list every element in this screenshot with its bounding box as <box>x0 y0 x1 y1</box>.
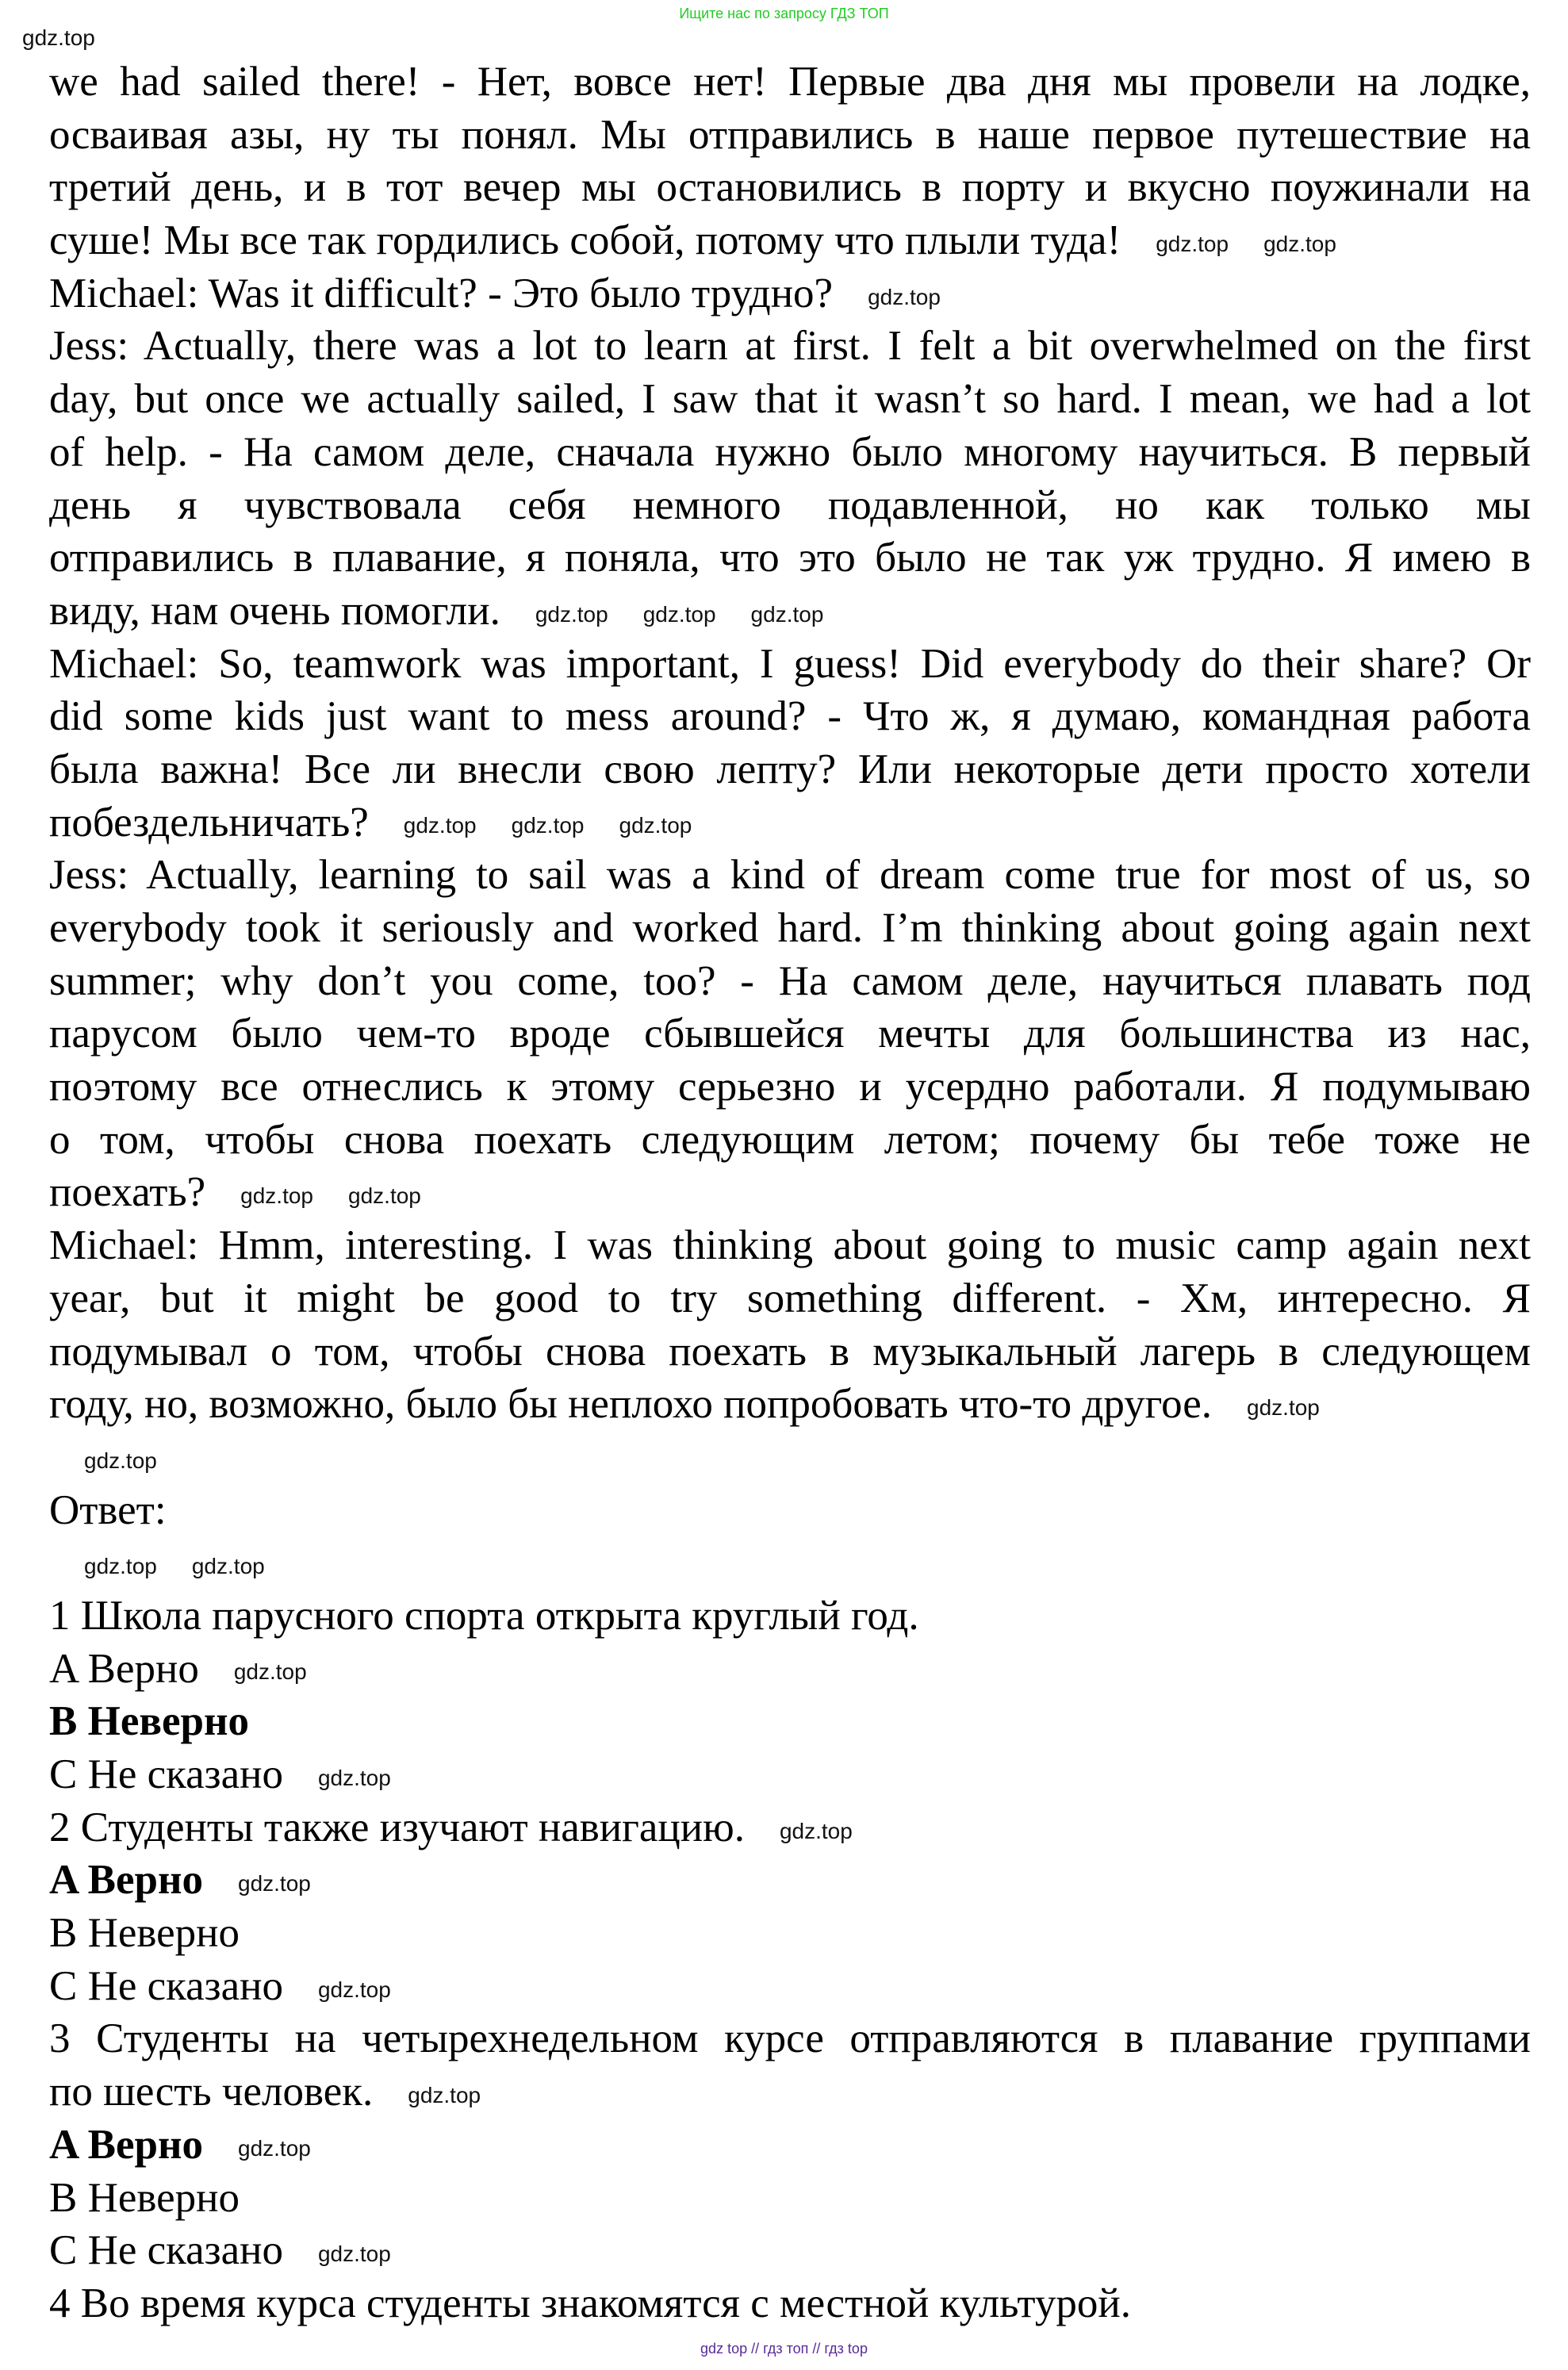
line-text: everybody took it seriously and worked hard. I’m thinking about going again next <box>49 905 1531 951</box>
watermark: gdz.top <box>84 1554 157 1579</box>
text-line <box>49 796 1531 849</box>
text-line <box>49 690 1531 743</box>
text-line <box>49 373 1531 426</box>
text-line <box>49 2012 1531 2065</box>
watermark: gdz.top <box>619 813 692 838</box>
text-line <box>49 1378 1531 1431</box>
watermark: gdz.top <box>535 601 608 627</box>
text-line <box>49 1854 1531 1907</box>
watermark: gdz.top <box>1247 1395 1320 1421</box>
line-text: A Верно <box>49 2121 203 2168</box>
text-line <box>49 2224 1531 2277</box>
line-text: year, but it might be good to try something different. - Хм, интересно. Я <box>49 1275 1531 1321</box>
line-text: день я чувствовала себя немного подавленной, но как только мы <box>49 481 1531 528</box>
line-text: we had sailed there! - Нет, вовсе нет! Первые два дня мы провели на лодке, <box>49 59 1531 105</box>
line-text: A Верно <box>49 1645 199 1692</box>
line-text: году, но, возможно, было бы неплохо попробовать что-то другое. <box>49 1381 1213 1428</box>
text-line <box>49 1166 1531 1219</box>
text-line <box>49 955 1531 1008</box>
text-line <box>49 161 1531 214</box>
text-line <box>49 531 1531 585</box>
watermark: gdz.top <box>191 1554 265 1579</box>
line-text: виду, нам очень помогли. <box>49 587 500 634</box>
blank-line <box>49 1536 1531 1590</box>
line-text: осваивая азы, ну ты понял. Мы отправились в наше первое путешествие на <box>49 111 1531 158</box>
line-text: summer; why don’t you come, too? - На самом деле, научиться плавать под <box>49 957 1531 1004</box>
text-line <box>49 585 1531 638</box>
line-text: Michael: So, teamwork was important, I guess! Did everybody do their share? Or <box>49 640 1531 687</box>
line-text: поэтому все отнеслись к этому серьезно и усердно работали. Я подумываю <box>49 1064 1531 1110</box>
line-text: парусом было чем-то вроде сбывшейся мечты для большинства из нас, <box>49 1011 1531 1057</box>
blank-line <box>49 1431 1531 1484</box>
line-text: Michael: Hmm, interesting. I was thinking about going to music camp again next <box>49 1222 1531 1269</box>
text-line <box>49 1643 1531 1696</box>
text-line <box>49 849 1531 902</box>
line-text: о том, чтобы снова поехать следующим летом; почему бы тебе тоже не <box>49 1116 1531 1163</box>
text-line <box>49 426 1531 479</box>
watermark: gdz.top <box>240 1183 314 1209</box>
text-line <box>49 1907 1531 1960</box>
line-text: day, but once we actually sailed, I saw that it wasn’t so hard. I mean, we had a lot <box>49 376 1531 423</box>
text-line <box>49 479 1531 532</box>
line-text: Michael: Was it difficult? - Это было трудно? <box>49 270 834 316</box>
line-text: of help. - На самом деле, сначала нужно было многому научиться. В первый <box>49 428 1531 475</box>
watermark: gdz.top <box>22 25 95 50</box>
text-line <box>49 1325 1531 1379</box>
watermark: gdz.top <box>511 813 585 838</box>
text-line <box>49 56 1531 109</box>
line-text: третий день, и в тот вечер мы остановились в порту и вкусно поужинали на <box>49 164 1531 211</box>
footer-banner: gdz top // гдз топ // гдз top <box>700 2341 868 2357</box>
text-line <box>49 1801 1531 1854</box>
text-line <box>49 1060 1531 1114</box>
text-line <box>49 1484 1531 1537</box>
watermark: gdz.top <box>750 601 824 627</box>
line-text: C Не сказано <box>49 1962 283 2009</box>
line-text: B Неверно <box>49 2174 240 2221</box>
watermark: gdz.top <box>1263 231 1336 256</box>
text-line <box>49 902 1531 955</box>
watermark: gdz.top <box>642 601 716 627</box>
watermark: gdz.top <box>403 813 477 838</box>
text-line <box>49 638 1531 691</box>
text-line <box>49 320 1531 373</box>
line-text: B Неверно <box>49 1698 250 1745</box>
line-text: по шесть человек. <box>49 2069 374 2115</box>
text-line <box>49 2277 1531 2330</box>
watermark: gdz.top <box>317 2242 391 2267</box>
text-line <box>49 1007 1531 1060</box>
watermark: gdz.top <box>238 2135 311 2161</box>
line-text: 4 Во время курса студенты знакомятся с местной культурой. <box>49 2280 1131 2326</box>
text-line <box>49 743 1531 796</box>
line-text: 2 Студенты также изучают навигацию. <box>49 1804 745 1850</box>
line-text: Jess: Actually, there was a lot to learn at first. I felt a bit overwhelmed on the first <box>49 323 1531 370</box>
text-line <box>49 2065 1531 2119</box>
text-line <box>49 267 1531 320</box>
line-text: B Неверно <box>49 1910 240 1957</box>
line-text: отправились в плавание, я поняла, что это было не так уж трудно. Я имею в <box>49 535 1531 581</box>
line-text: A Верно <box>49 1857 203 1904</box>
watermark: gdz.top <box>317 1765 391 1790</box>
text-line <box>49 109 1531 162</box>
watermark: gdz.top <box>1156 231 1229 256</box>
site-banner: Ищите нас по запросу ГДЗ ТОП <box>679 6 889 21</box>
text-line <box>49 1590 1531 1643</box>
line-text: Ответ: <box>49 1486 167 1533</box>
text-line <box>49 1114 1531 1167</box>
line-text: суше! Мы все так гордились собой, потому что плыли туда! <box>49 217 1121 264</box>
line-text: C Не сказано <box>49 1751 283 1797</box>
text-line <box>49 214 1531 267</box>
line-text: была важна! Все ли внесли свою лепту? Или некоторые дети просто хотели <box>49 746 1531 792</box>
line-text: 1 Школа парусного спорта открыта круглый год. <box>49 1592 919 1639</box>
watermark: gdz.top <box>317 1977 391 2002</box>
line-text: did some kids just want to mess around? - Что ж, я думаю, командная работа <box>49 693 1531 740</box>
text-line <box>49 1960 1531 2013</box>
text-line <box>49 2172 1531 2225</box>
line-text: побездельничать? <box>49 799 369 846</box>
document-body <box>49 56 1531 2330</box>
watermark: gdz.top <box>238 1871 311 1896</box>
line-text: Jess: Actually, learning to sail was a kind of dream come true for most of us, so <box>49 852 1531 899</box>
text-line <box>49 2119 1531 2172</box>
text-line <box>49 1695 1531 1748</box>
text-line <box>49 1219 1531 1272</box>
line-text: поехать? <box>49 1169 206 1216</box>
watermark: gdz.top <box>233 1659 307 1685</box>
watermark: gdz.top <box>868 284 941 309</box>
text-line <box>49 1272 1531 1325</box>
watermark: gdz.top <box>348 1183 421 1209</box>
text-line <box>49 1748 1531 1801</box>
watermark: gdz.top <box>408 2082 481 2107</box>
line-text: 3 Студенты на четырехнедельном курсе отправляются в плавание группами <box>49 2015 1531 2062</box>
line-text: подумывал о том, чтобы снова поехать в музыкальный лагерь в следующем <box>49 1328 1531 1375</box>
watermark: gdz.top <box>779 1818 853 1843</box>
line-text: C Не сказано <box>49 2227 283 2274</box>
watermark: gdz.top <box>84 1448 157 1473</box>
